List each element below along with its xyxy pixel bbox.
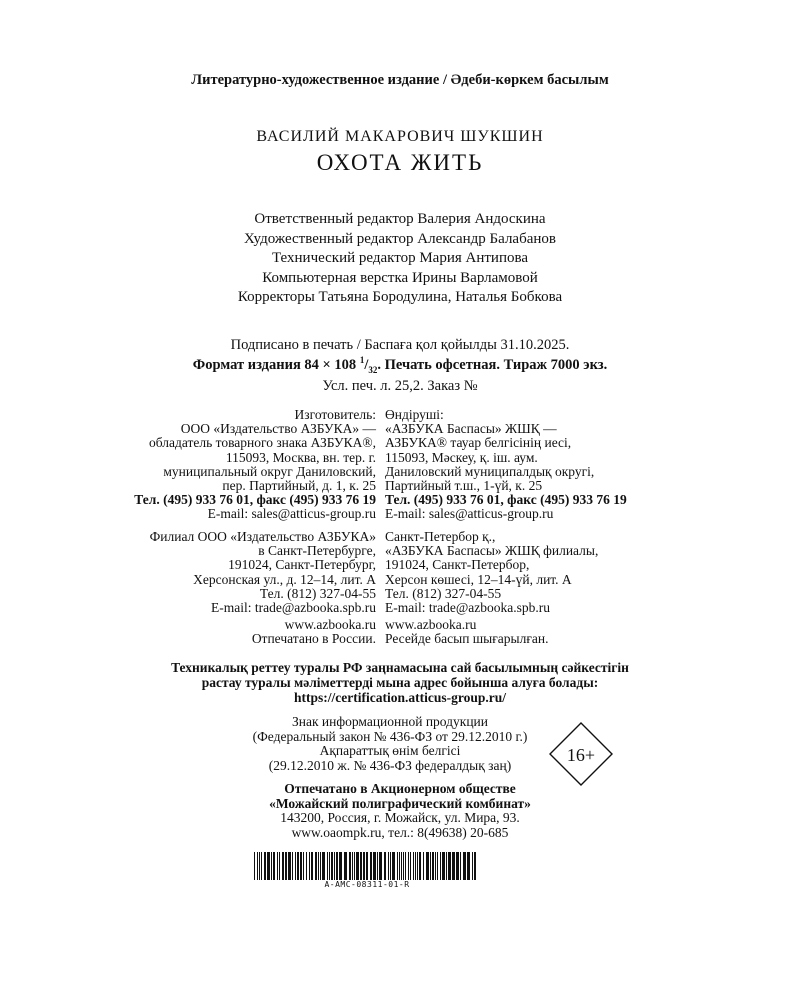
barcode-bar — [377, 852, 378, 880]
branch-kz — [385, 530, 598, 615]
manuf-ru-line: муниципальный округ Даниловский, — [163, 463, 376, 479]
credit-line: Художественный редактор Александр Балабанов — [244, 230, 556, 247]
web-kz-line: www.azbooka.ru — [385, 617, 477, 632]
barcode-bar — [403, 852, 404, 880]
barcode-bar — [463, 852, 466, 880]
printer-line: 143200, Россия, г. Можайск, ул. Мира, 93. — [280, 810, 520, 825]
barcode-bar — [254, 852, 255, 880]
branch-ru-line: Филиал ООО «Издательство АЗБУКА» — [149, 529, 376, 544]
barcode-bar — [405, 852, 406, 880]
barcode-bar — [408, 852, 409, 880]
barcode-bar — [264, 852, 266, 880]
barcode-bar — [322, 852, 325, 880]
barcode-bar — [329, 852, 330, 880]
barcode-bar — [349, 852, 351, 880]
web-ru-line: www.azbooka.ru — [284, 617, 376, 632]
barcode-bar — [352, 852, 353, 880]
barcode-bar — [388, 852, 389, 880]
barcode-bar — [440, 852, 441, 880]
barcode-bar — [360, 852, 362, 880]
manuf-kz-line: «АЗБУКА Баспасы» ЖШҚ — — [385, 421, 557, 437]
credit-line: Компьютерная верстка Ирины Варламовой — [262, 269, 538, 286]
barcode-bar — [413, 852, 414, 880]
barcode-bar — [331, 852, 333, 880]
barcode — [254, 852, 480, 880]
web-ru-line: Отпечатано в России. — [251, 631, 376, 647]
manuf-ru-line: E-mail: sales@atticus-group.ru — [207, 506, 376, 522]
barcode-bar — [288, 852, 291, 880]
barcode-bar — [354, 852, 355, 880]
book-title: ОХОТА ЖИТЬ — [316, 150, 484, 175]
barcode-bar — [432, 852, 434, 880]
barcode-bar — [442, 852, 445, 880]
branch-kz-line: Херсон көшесі, 12–14-үй, лит. А — [385, 571, 572, 587]
barcode-bar — [363, 852, 365, 880]
printer-line: www.oaompk.ru, тел.: 8(49638) 20-685 — [291, 824, 509, 840]
barcode-bar — [309, 852, 310, 880]
barcode-bar — [430, 852, 431, 880]
barcode-bar — [417, 852, 418, 880]
format-text-b: . Печать офсетная. Тираж 7000 экз. — [377, 357, 608, 374]
branch-kz-line: 191024, Санкт-Петербор, — [385, 557, 530, 573]
manuf-ru-line: ООО «Издательство АЗБУКА» — — [180, 421, 376, 437]
barcode-bar — [410, 852, 411, 880]
barcode-bar — [390, 852, 391, 880]
format-frac-num: 1 — [359, 355, 365, 366]
branch-ru-line: 191024, Санкт-Петербург, — [228, 557, 376, 573]
barcode-number: A-AMC-08311-01-R — [324, 880, 410, 889]
barcode-bar — [356, 852, 359, 880]
manuf-kz-line: Өндіруші: — [385, 407, 444, 422]
barcode-bar — [336, 852, 338, 880]
branch-ru — [150, 530, 376, 615]
barcode-bar — [423, 852, 424, 880]
barcode-bar — [295, 852, 296, 880]
author-name: ВАСИЛИЙ МАКАРОВИЧ ШУКШИН — [256, 128, 544, 145]
manuf-kz-line: Тел. (495) 933 76 01, факс (495) 933 76 19 — [385, 492, 627, 508]
branch-ru-line: E-mail: trade@azbooka.spb.ru — [211, 599, 376, 615]
barcode-bar — [419, 852, 421, 880]
barcode-bar — [452, 852, 455, 880]
barcode-bar — [366, 852, 368, 880]
barcode-bar — [474, 852, 476, 880]
barcode-bar — [285, 852, 287, 880]
barcode-bar — [448, 852, 451, 880]
barcode-bar — [267, 852, 270, 880]
manuf-kz-line: E-mail: sales@atticus-group.ru — [385, 506, 554, 522]
barcode-bar — [261, 852, 262, 880]
credit-line: Ответственный редактор Валерия Андоскина — [254, 211, 546, 227]
barcode-bar — [306, 852, 307, 880]
credit-line: Корректоры Татьяна Бородулина, Наталья Бобкова — [237, 289, 563, 305]
barcode-bar — [446, 852, 447, 880]
manuf-ru-line: пер. Партийный, д. 1, к. 25 — [222, 477, 376, 493]
manufacturer-kz — [385, 408, 627, 522]
barcode-bar — [344, 852, 347, 880]
branch-ru-line: в Санкт-Петербурге, — [258, 543, 376, 559]
signing-block — [0, 338, 800, 394]
barcode-bar — [472, 852, 473, 880]
manuf-ru-line: 115093, Москва, вн. тер. г. — [225, 449, 376, 465]
info-line: (Федеральный закон № 436-ФЗ от 29.12.2010 г.) — [252, 728, 528, 744]
barcode-bar — [437, 852, 438, 880]
barcode-bar — [311, 852, 313, 880]
web-kz — [385, 618, 548, 646]
barcode-bar — [435, 852, 436, 880]
barcode-bar — [456, 852, 459, 880]
info-line: Ақпараттық өнім белгісі — [319, 743, 461, 758]
web-ru — [252, 618, 376, 646]
tech-url: https://certification.atticus-group.ru/ — [294, 690, 506, 705]
manuf-kz-line: Даниловский муниципалдық округі, — [385, 463, 595, 479]
branch-kz-line: Тел. (812) 327-04-55 — [385, 585, 502, 601]
format-frac-den: 32 — [368, 365, 378, 376]
barcode-bar — [384, 852, 386, 880]
barcode-bar — [467, 852, 470, 880]
branch-ru-line: Тел. (812) 327-04-55 — [259, 585, 376, 601]
manuf-kz-line: 115093, Мәскеу, қ. іш. аум. — [385, 449, 538, 465]
barcode-bar — [399, 852, 400, 880]
barcode-bar — [415, 852, 416, 880]
web-kz-line: Ресейде басып шығарылған. — [385, 631, 549, 647]
barcode-bar — [370, 852, 372, 880]
barcode-bar — [279, 852, 280, 880]
barcode-bar — [373, 852, 376, 880]
manufacturer-ru — [134, 408, 376, 522]
barcode-bar — [271, 852, 272, 880]
credits-block — [0, 210, 800, 308]
tech-line: растау туралы мәліметтерді мына адрес бойынша алуға болады: — [201, 675, 599, 690]
age-rating-text: 16+ — [566, 745, 596, 765]
barcode-bar — [320, 852, 321, 880]
age-rating-badge — [548, 721, 614, 787]
genre-line: Литературно-художественное издание / Әдеби-көркем басылым — [191, 72, 609, 88]
manuf-ru-line: обладатель товарного знака АЗБУКА®, — [148, 435, 376, 451]
barcode-bar — [303, 852, 304, 880]
barcode-bar — [277, 852, 278, 880]
barcode-bar — [292, 852, 293, 880]
barcode-bar — [379, 852, 382, 880]
tech-regulation-block — [0, 660, 800, 705]
printer-block — [0, 782, 800, 840]
tech-line: Техникалық реттеу туралы РФ заңнамасына сай басылымның сәйкестігін — [171, 660, 629, 675]
order-line: Усл. печ. л. 25,2. Заказ № — [322, 377, 478, 394]
manuf-kz-line: Партийный т.ш., 1-үй, к. 25 — [385, 477, 543, 493]
signing-date: Подписано в печать / Баспаға қол қойылды 31.10.2025. — [230, 337, 570, 353]
branch-ru-line: Херсонская ул., д. 12–14, лит. А — [193, 571, 376, 587]
info-sign-block — [220, 715, 560, 773]
barcode-bar — [257, 852, 258, 880]
barcode-bar — [297, 852, 299, 880]
branch-kz-line: «АЗБУКА Баспасы» ЖШҚ филиалы, — [385, 543, 599, 559]
barcode-bar — [300, 852, 302, 880]
barcode-bar — [273, 852, 275, 880]
barcode-bar — [460, 852, 461, 880]
printer-line: «Можайский полиграфический комбинат» — [269, 795, 531, 811]
printer-line: Отпечатано в Акционерном обществе — [284, 781, 516, 796]
branch-kz-line: Санкт-Петербор қ., — [385, 529, 496, 544]
barcode-bar — [315, 852, 317, 880]
barcode-bar — [259, 852, 260, 880]
info-line: Знак информационной продукции — [291, 714, 489, 729]
barcode-bar — [339, 852, 342, 880]
branch-kz-line: E-mail: trade@azbooka.spb.ru — [385, 599, 550, 615]
barcode-bar — [327, 852, 328, 880]
barcode-bar — [282, 852, 284, 880]
barcode-bar — [318, 852, 319, 880]
manuf-kz-line: АЗБУКА® тауар белгісінің иесі, — [385, 435, 572, 451]
barcode-bar — [401, 852, 402, 880]
credit-line: Технический редактор Мария Антипова — [271, 250, 529, 266]
info-line: (29.12.2010 ж. № 436-ФЗ федералдық заң) — [268, 757, 512, 773]
format-line: Формат издания 84 × 108 $^1/_{32}$. Печать офсетная. Тираж 7000 экз. — [192, 355, 608, 376]
manuf-ru-line: Тел. (495) 933 76 01, факс (495) 933 76 19 — [134, 492, 376, 508]
format-text-a: Формат издания 84 × 108 — [192, 357, 360, 374]
barcode-bar — [334, 852, 335, 880]
barcode-bar — [392, 852, 395, 880]
barcode-bar — [397, 852, 398, 880]
barcode-bar — [426, 852, 429, 880]
manuf-ru-line: Изготовитель: — [294, 407, 376, 422]
